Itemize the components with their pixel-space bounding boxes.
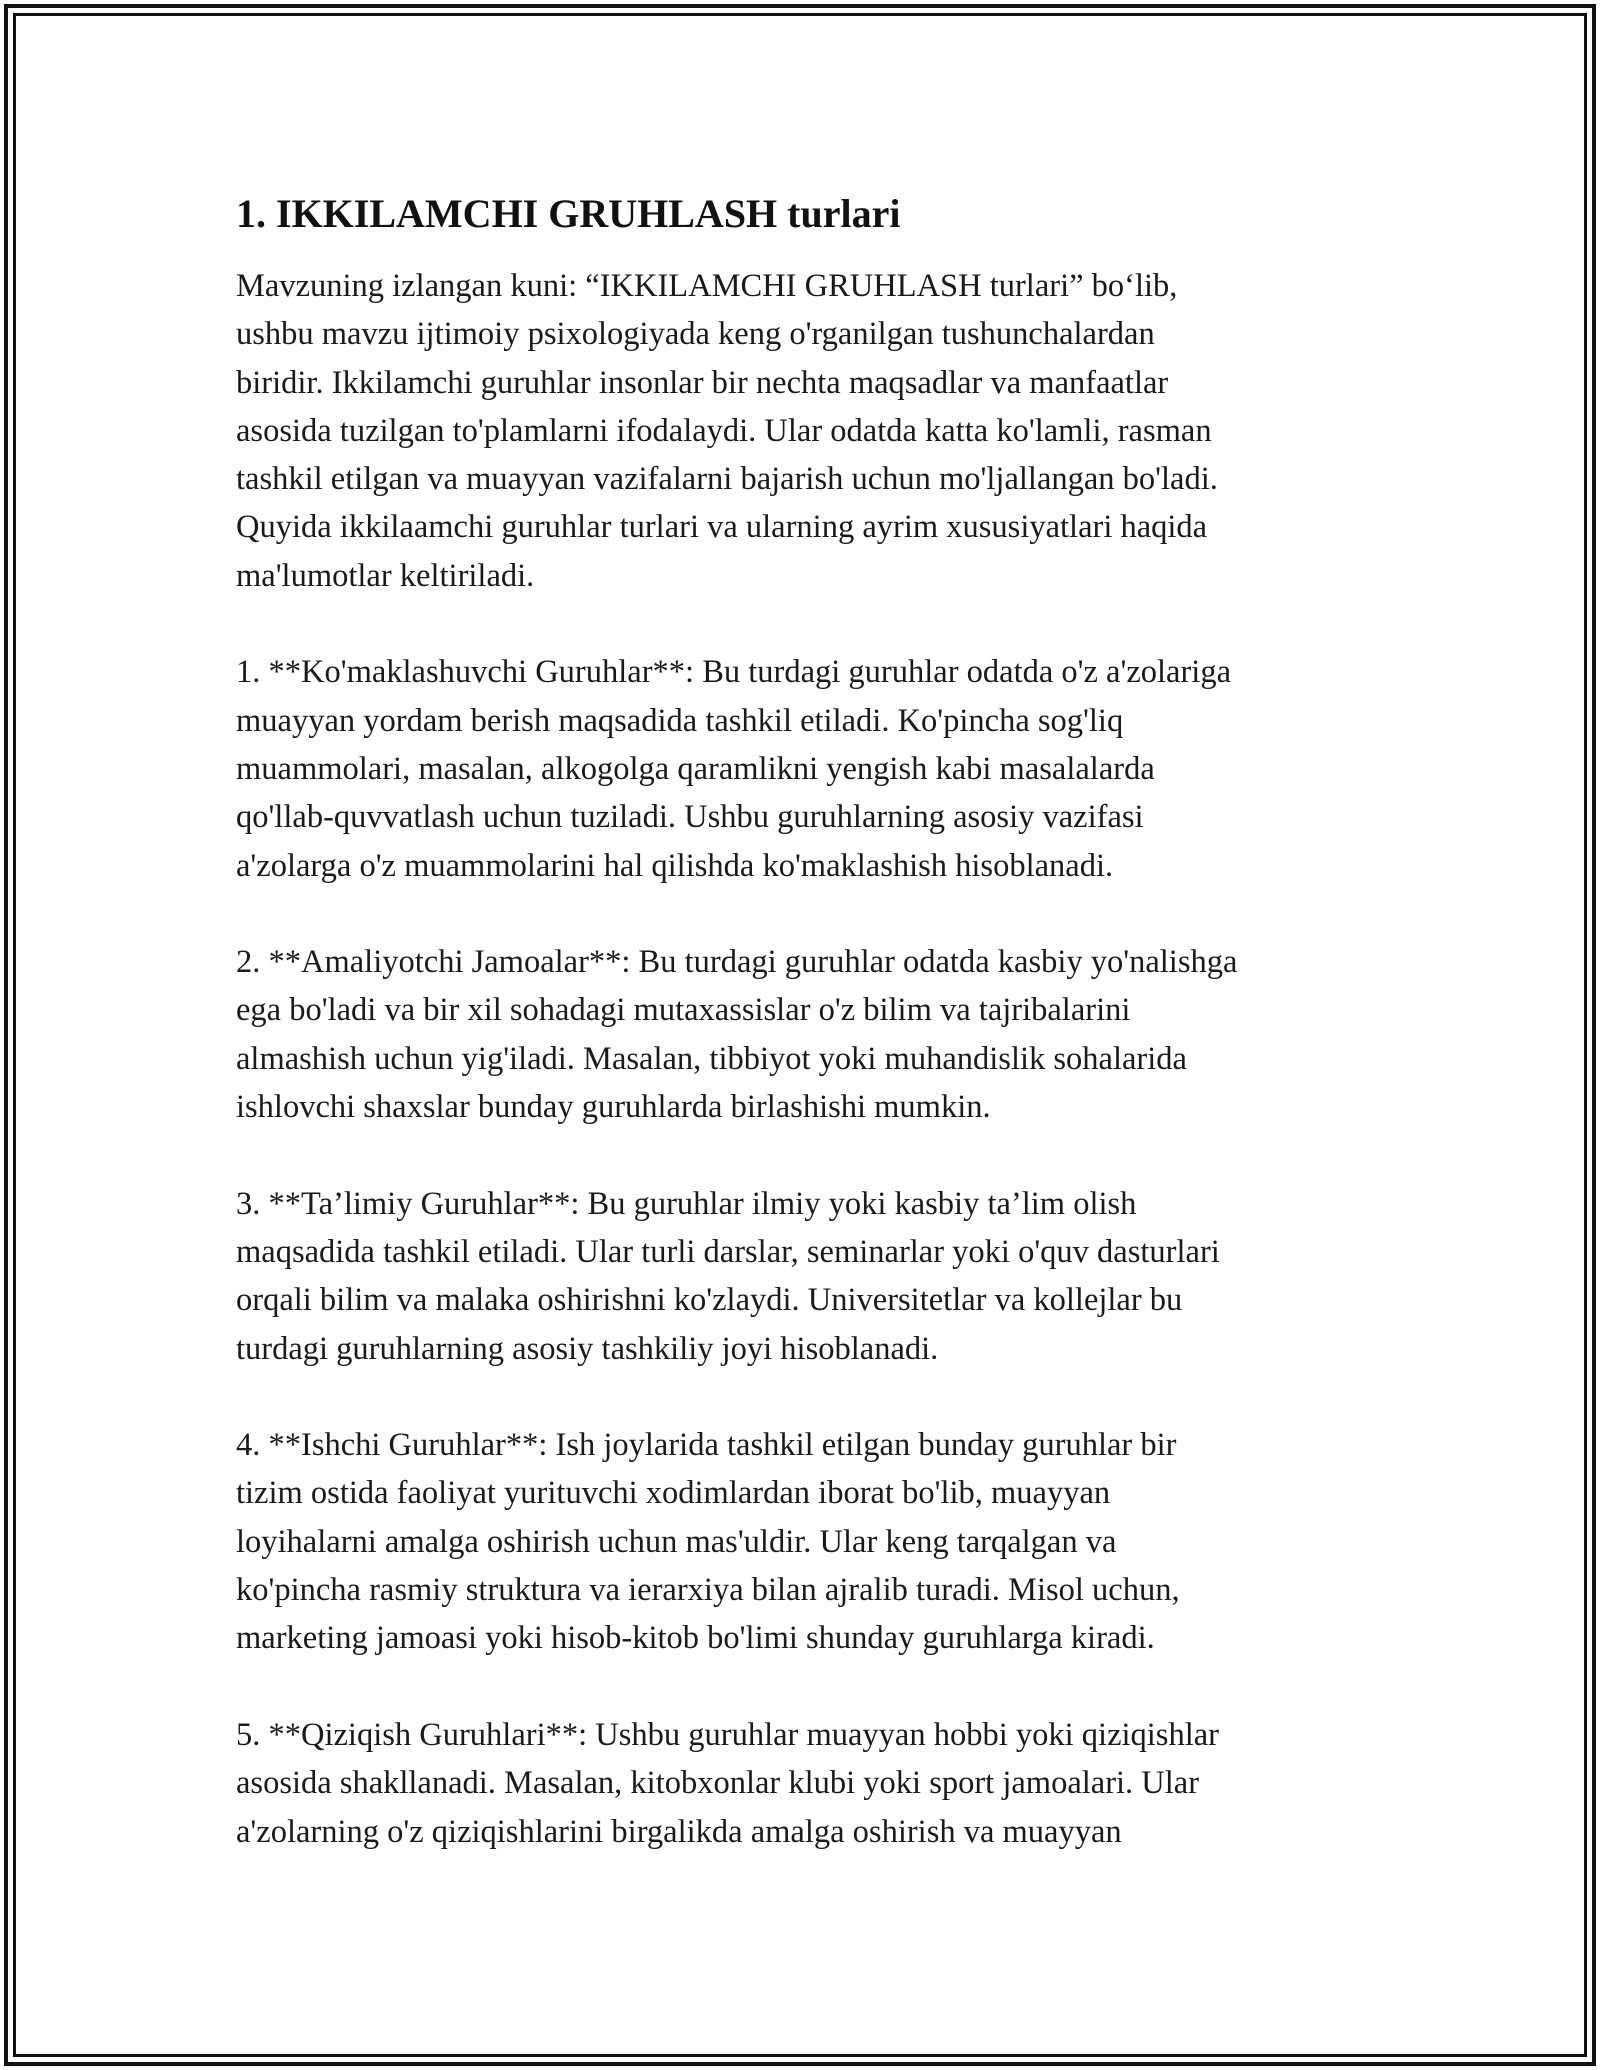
intro-paragraph: Mavzuning izlangan kuni: “IKKILAMCHI GRUHLASH turlari” bo‘lib, ushbu mavzu ijtimoiy psixologiyada keng o'rganilgan tushunchalardan biridir. Ikkilamchi guruhlar insonlar bir nechta maqsadlar va manfaatlar asosida tuzilgan to'plamlarni ifodalaydi. Ular odatda katta ko'lamli, rasman tashkil etilgan va muayyan vazifalarni bajarish uchun mo'ljallangan bo'ladi. Quyida ikkilaamchi guruhlar turlari va ularning ayrim xususiyatlari haqida ma'lumotlar keltiriladi. — [236, 268, 1218, 594]
paragraph-interest-groups: 5. **Qiziqish Guruhlari**: Ushbu guruhlar muayyan hobbi yoki qiziqishlar asosida shakllanadi. Masalan, kitobxonlar klubi yoki sport jamoalari. Ular a'zolarning o'z qiziqishlarini birgalikda amalga oshirish va muayyan — [236, 1716, 1219, 1850]
paragraph-practice-communities: 2. **Amaliyotchi Jamoalar**: Bu turdagi guruhlar odatda kasbiy yo'nalishga ega bo'ladi va bir xil sohadagi mutaxassislar o'z bilim va tajribalarini almashish uchun yig'iladi. Masalan, tibbiyot yoki muhandislik sohalarida ishlovchi shaxslar bunday guruhlarda birlashishi mumkin. — [236, 944, 1238, 1126]
page-title: 1. IKKILAMCHI GRUHLASH turlari — [236, 191, 901, 236]
paragraph-work-groups: 4. **Ishchi Guruhlar**: Ish joylarida tashkil etilgan bunday guruhlar bir tizim ostida faoliyat yurituvchi xodimlardan iborat bo'lib, muayyan loyihalarni amalga oshirish uchun mas'uldir. Ular keng tarqalgan va ko'pincha rasmiy struktura va ierarxiya bilan ajralib turadi. Misol uchun, marketing jamoasi yoki hisob-kitob bo'limi shunday guruhlarga kiradi. — [236, 1427, 1180, 1657]
document-body — [236, 186, 1396, 1904]
paragraph-educational-groups: 3. **Ta’limiy Guruhlar**: Bu guruhlar ilmiy yoki kasbiy ta’lim olish maqsadida tashkil etiladi. Ular turli darslar, seminarlar yoki o'quv dasturlari orqali bilim va malaka oshirishni ko'zlaydi. Universitetlar va kollejlar bu turdagi guruhlarning asosiy tashkiliy joyi hisoblanadi. — [236, 1185, 1220, 1367]
paragraph-supportive-groups: 1. **Ko'maklashuvchi Guruhlar**: Bu turdagi guruhlar odatda o'z a'zolariga muayyan yordam berish maqsadida tashkil etiladi. Ko'pincha sog'liq muammolari, masalan, alkogolga qaramlikni yengish kabi masalalarda qo'llab-quvvatlash uchun tuziladi. Ushbu guruhlarning asosiy vazifasi a'zolarga o'z muammolarini hal qilishda ko'maklashish hisoblanadi. — [236, 654, 1231, 884]
